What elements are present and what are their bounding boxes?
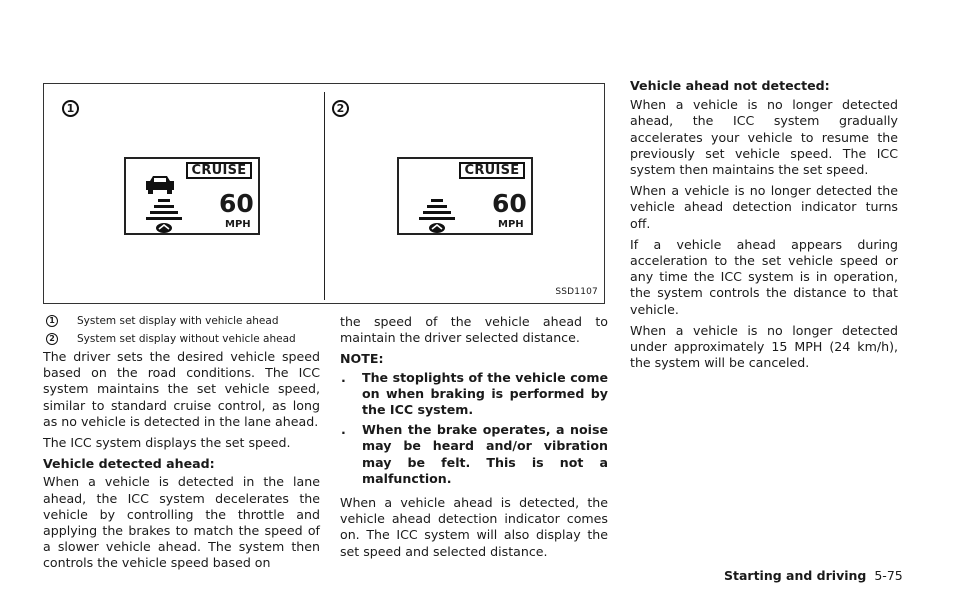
note-list — [340, 370, 608, 487]
set-speed-value: 60 — [219, 189, 254, 218]
paragraph: If a vehicle ahead appears during acceleration to the set vehicle speed or any time the ICC system is in operation, the system controls the distance to that vehicle. — [630, 236, 898, 317]
caption-text-2: System set display without vehicle ahead — [77, 333, 296, 345]
distance-bars-icon — [417, 199, 457, 235]
caption-text-1: System set display with vehicle ahead — [77, 315, 279, 327]
subheading-vehicle-detected: Vehicle detected ahead: — [43, 456, 215, 472]
paragraph: The driver sets the desired vehicle speed based on the road conditions. The ICC system maintains the set vehicle speed, similar to standard cruise control, as long as no vehicle is detected in the lane ahead. — [43, 349, 320, 429]
cruise-indicator: CRUISE — [186, 162, 252, 179]
caption-marker-2: 2 — [46, 333, 58, 345]
figure-divider — [324, 92, 325, 300]
note-item: . When the brake operates, a noise may be heard and/or vibration may be felt. This is not a malfunction. — [341, 422, 608, 486]
distance-bars-icon — [144, 199, 184, 235]
display-panel-without-vehicle — [397, 157, 533, 235]
paragraph: When a vehicle ahead is detected, the vehicle ahead detection indicator comes on. The ICC system will also display the set speed and selected distance. — [340, 495, 608, 559]
icc-display-figure — [43, 83, 605, 304]
paragraph: When a vehicle is no longer detected the vehicle ahead detection indicator turns off. — [630, 183, 898, 231]
paragraph: the speed of the vehicle ahead to maintain the driver selected distance. — [340, 314, 608, 346]
text-column-2 — [340, 314, 608, 565]
speed-unit: MPH — [225, 219, 251, 230]
speed-unit: MPH — [498, 219, 524, 230]
page-footer — [724, 568, 903, 583]
display-panel-with-vehicle — [124, 157, 260, 235]
cruise-indicator: CRUISE — [459, 162, 525, 179]
subheading-vehicle-not-detected: Vehicle ahead not detected: — [630, 78, 830, 93]
page-number: 5-75 — [874, 568, 903, 583]
caption-marker-1: 1 — [46, 315, 58, 327]
paragraph: The ICC system displays the set speed. — [43, 435, 291, 451]
section-title: Starting and driving — [724, 568, 867, 583]
note-label: NOTE: — [340, 351, 384, 367]
set-speed-value: 60 — [492, 189, 527, 218]
text-column-1 — [43, 349, 320, 577]
figure-marker-2: 2 — [332, 100, 349, 117]
figure-marker-1: 1 — [62, 100, 79, 117]
paragraph: When a vehicle is no longer detected ahead, the ICC system gradually accelerates your vehicle to resume the previously set vehicle speed. The ICC system then maintains the set speed. — [630, 97, 898, 178]
text-column-3 — [630, 78, 898, 376]
paragraph: When a vehicle is detected in the lane ahead, the ICC system decelerates the vehicle by controlling the throttle and applying the brakes to match the speed of a slower vehicle ahead. The system then controls the vehicle speed based on — [43, 474, 320, 571]
figure-code: SSD1107 — [555, 287, 598, 297]
note-item: . The stoplights of the vehicle come on when braking is performed by the ICC system. — [341, 369, 608, 418]
paragraph: When a vehicle is no longer detected under approximately 15 MPH (24 km/h), the system will be canceled. — [630, 322, 898, 371]
